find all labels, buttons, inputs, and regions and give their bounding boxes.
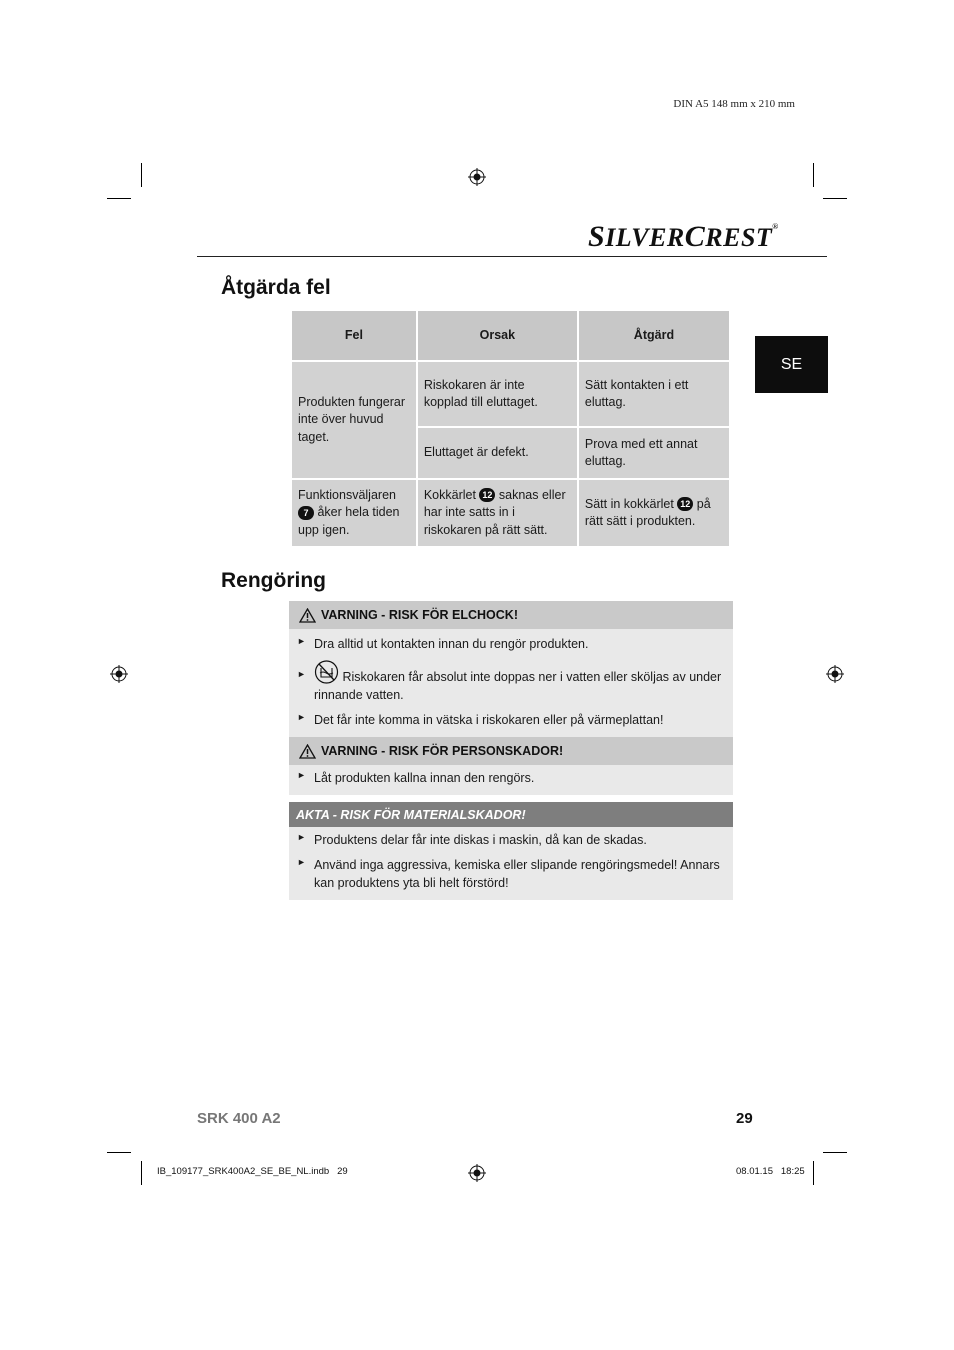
list-item: ► Det får inte komma in vätska i riskokaren eller på värmeplattan! [297, 712, 664, 728]
arrow-right-icon: ► [297, 669, 306, 680]
col-header-orsak: Orsak [417, 310, 578, 361]
remedy-cell: Sätt in kokkärlet 12 på rätt sätt i produkten. [578, 479, 730, 547]
cause-cell: Eluttaget är defekt. [417, 427, 578, 479]
registration-mark-icon [468, 168, 486, 186]
page-number: 29 [736, 1110, 753, 1127]
crop-mark [107, 1152, 131, 1153]
warning-triangle-icon [299, 744, 316, 759]
slug-file: IB_109177_SRK400A2_SE_BE_NL.indb 29 [157, 1166, 348, 1177]
part-number-badge: 12 [479, 488, 495, 502]
fault-cell: Produkten fungerar inte över huvud taget. [291, 361, 417, 479]
slug-date: 08.01.15 18:25 [736, 1166, 805, 1177]
crop-mark [141, 1161, 142, 1185]
crop-mark [823, 198, 847, 199]
arrow-right-icon: ► [297, 636, 306, 646]
arrow-right-icon: ► [297, 712, 306, 723]
list-item: ► Dra alltid ut kontakten innan du rengör produkten. [297, 636, 589, 651]
section-title-cleaning: Rengöring [221, 569, 326, 592]
crop-mark [141, 163, 142, 187]
remedy-cell: Prova med ett annat eluttag. [578, 427, 730, 479]
arrow-right-icon: ► [297, 832, 306, 842]
crop-mark [813, 1161, 814, 1185]
list-item: ► Använd inga aggressiva, kemiska eller slipande rengöringsmedel! Annars kan produktens yta bli helt förstörd! [297, 857, 720, 891]
section-title-troubleshooting: Åtgärda fel [221, 276, 331, 299]
list-item: ► Riskokaren får absolut inte doppas ner i vatten eller sköljas av under rinnande vatten. [297, 660, 723, 704]
warning-header: VARNING - RISK FÖR ELCHOCK! [289, 601, 733, 629]
arrow-right-icon: ► [297, 857, 306, 868]
warning-triangle-icon [299, 608, 316, 623]
crop-mark [823, 1152, 847, 1153]
col-header-fel: Fel [291, 310, 417, 361]
fault-cell: Funktionsväljaren 7 åker hela tiden upp igen. [291, 479, 417, 547]
print-spec: DIN A5 148 mm x 210 mm [673, 98, 795, 110]
arrow-right-icon: ► [297, 770, 306, 780]
warning-box-personal-injury [289, 737, 733, 795]
part-number-badge: 12 [677, 497, 693, 511]
warning-header: VARNING - RISK FÖR PERSONSKADOR! [289, 737, 733, 765]
caution-box-material-damage [289, 802, 733, 900]
crop-mark [107, 198, 131, 199]
header-rule [197, 256, 827, 257]
col-header-atgard: Åtgärd [578, 310, 730, 361]
no-immersion-icon [314, 660, 339, 684]
cause-cell: Kokkärlet 12 saknas eller har inte satts in i riskokaren på rätt sätt. [417, 479, 578, 547]
registration-mark-icon [468, 1164, 486, 1182]
crop-mark [813, 163, 814, 187]
warning-box-electric-shock [289, 601, 733, 741]
remedy-cell: Sätt kontakten i ett eluttag. [578, 361, 730, 427]
list-item: ► Låt produkten kallna innan den rengörs. [297, 770, 535, 785]
cause-cell: Riskokaren är inte kopplad till eluttaget. [417, 361, 578, 427]
caution-header: AKTA - RISK FÖR MATERIALSKADOR! [289, 802, 733, 827]
registration-mark-icon [110, 665, 128, 683]
language-tab: SE [755, 336, 828, 393]
brand-logo: SILVERCREST® [588, 220, 779, 253]
model-number: SRK 400 A2 [197, 1110, 281, 1127]
registration-mark-icon [826, 665, 844, 683]
list-item: ► Produktens delar får inte diskas i maskin, då kan de skadas. [297, 832, 647, 847]
fault-table [290, 309, 731, 548]
part-number-badge: 7 [298, 506, 314, 520]
